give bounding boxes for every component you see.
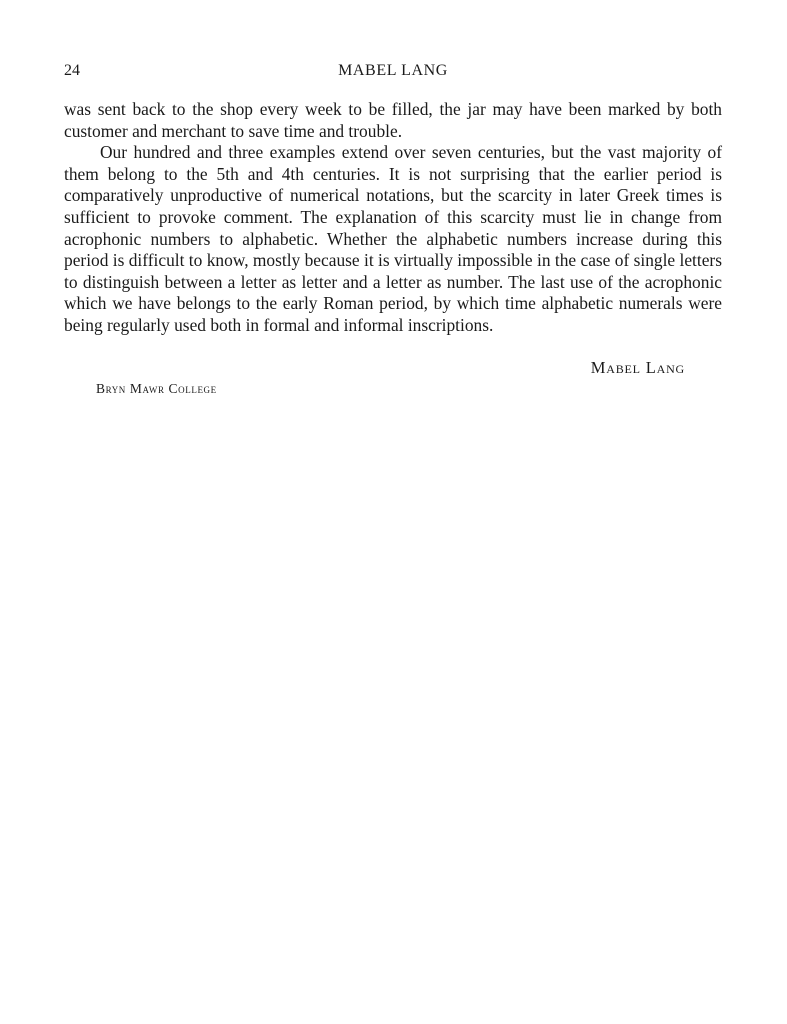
page-number: 24: [64, 62, 80, 79]
article-body: [64, 99, 722, 337]
author-signature: Mabel Lang: [590, 358, 685, 377]
running-head: [64, 62, 722, 84]
running-title: MABEL LANG: [338, 62, 448, 79]
paragraph-continuation: was sent back to the shop every week to be filled, the jar may have been marked by both customer and merchant to save time and trouble.: [64, 99, 722, 141]
author-affiliation: Bryn Mawr College: [96, 381, 217, 396]
paragraph-conclusion: Our hundred and three examples extend over seven centuries, but the vast majority of them belong to the 5th and 4th centuries. It is not surprising that the earlier period is comparatively unproductive of numerical notations, but the scarcity in later Greek times is sufficient to provoke comment. The explanation of this scarcity must lie in change from acrophonic numbers to alphabetic. Whether the alphabetic numbers increase during this period is difficult to know, mostly because it is virtually impossible in the case of single letters to distinguish between a letter as letter and a letter as number. The last use of the acrophonic which we have belongs to the early Roman period, by which time alphabetic numerals were being regularly used both in formal and informal inscriptions.: [64, 142, 722, 335]
